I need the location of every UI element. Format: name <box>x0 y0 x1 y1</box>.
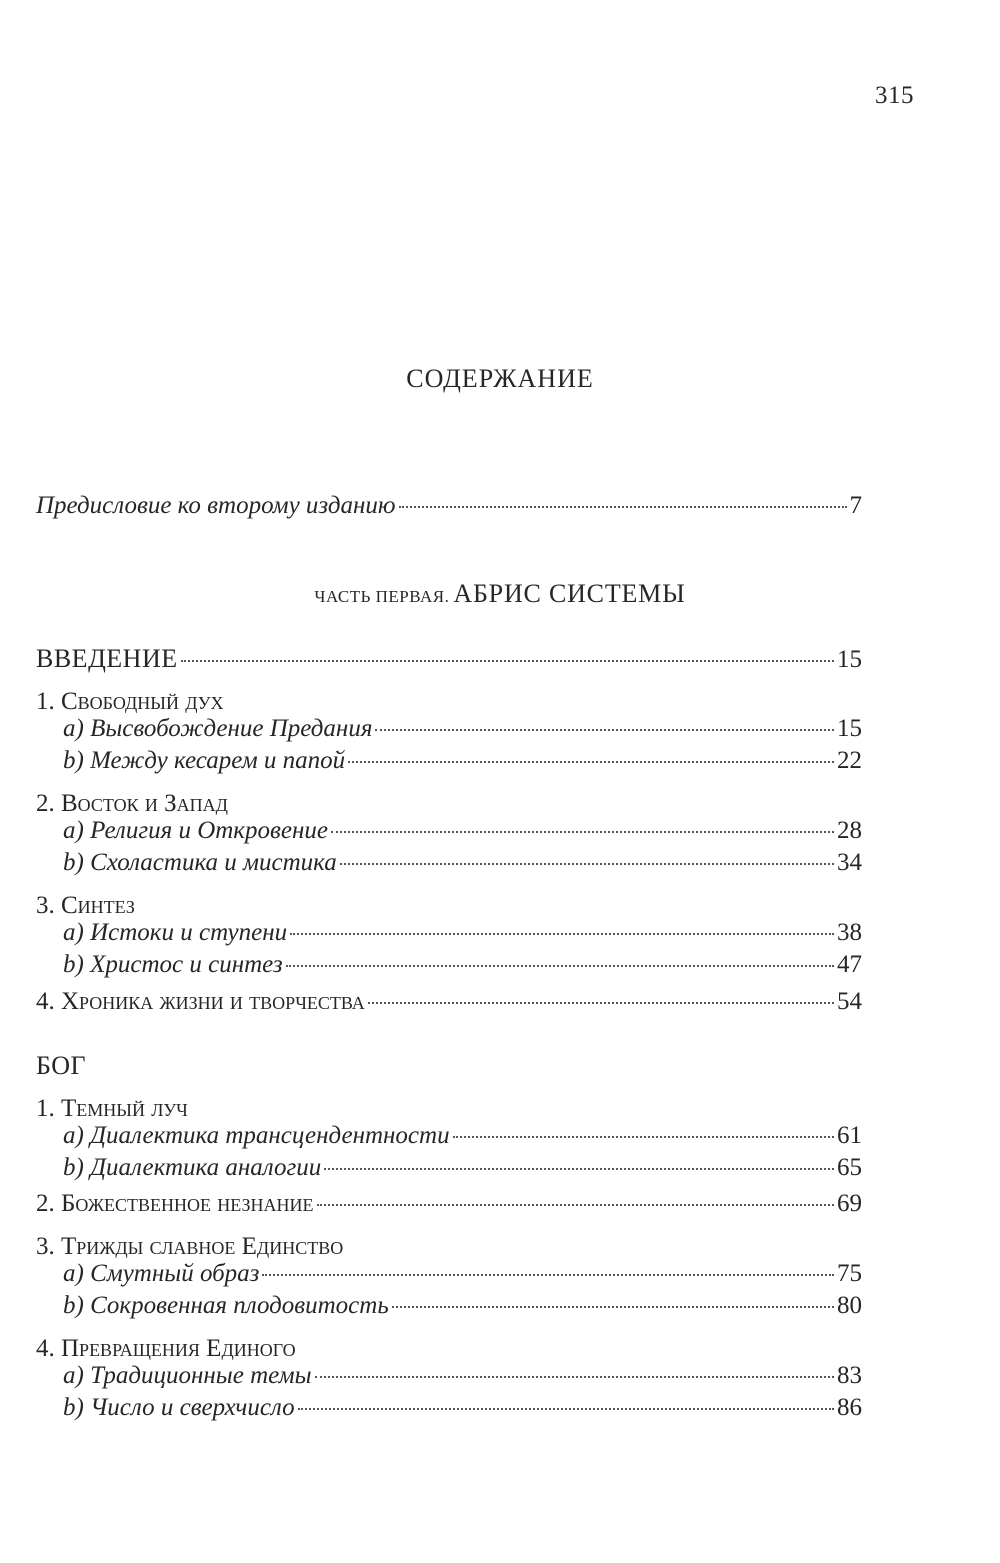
toc-entry-page: 75 <box>837 1260 862 1287</box>
section-title-east-and-west: 2. Восток и Запад <box>36 790 228 817</box>
toc-entry-label: a) Высвобождение Предания <box>63 715 373 742</box>
leader-dots <box>392 1306 834 1308</box>
toc-entry-divine-unknowing[interactable] <box>36 1189 862 1219</box>
toc-entry-label: b) Сокровенная плодовитость <box>63 1292 389 1319</box>
toc-entry-hidden-fertility[interactable] <box>63 1291 862 1321</box>
toc-entry-page: 28 <box>837 817 862 844</box>
leader-dots <box>340 863 834 865</box>
toc-entry-page: 83 <box>837 1362 862 1389</box>
section-title-thrice-glorious-unity: 3. Трижды славное Единство <box>36 1233 344 1260</box>
toc-entry-introduction[interactable] <box>36 644 862 675</box>
toc-entry-page: 65 <box>837 1154 862 1181</box>
leader-dots <box>368 1002 834 1004</box>
leader-dots <box>286 965 834 967</box>
toc-entry-page: 47 <box>837 951 862 978</box>
section-title-free-spirit: 1. Свободный дух <box>36 688 224 715</box>
chapter-title-god: БОГ <box>36 1051 87 1080</box>
toc-entry-christ-and-synthesis[interactable] <box>63 950 862 980</box>
toc-entry-page: 15 <box>837 715 862 742</box>
toc-entry-page: 86 <box>837 1394 862 1421</box>
toc-entry-page: 80 <box>837 1292 862 1319</box>
leader-dots <box>262 1274 834 1276</box>
leader-dots <box>348 761 834 763</box>
toc-entry-page: 22 <box>837 747 862 774</box>
toc-entry-caesar-and-pope[interactable] <box>63 746 862 776</box>
leader-dots <box>290 933 834 935</box>
toc-entry-label: a) Традиционные темы <box>63 1362 312 1389</box>
toc-entry-label: a) Истоки и ступени <box>63 919 288 946</box>
toc-entry-label: 2. Божественное незнание <box>36 1190 314 1217</box>
toc-entry-label: b) Христос и синтез <box>63 951 283 978</box>
toc-entry-label: ВВЕДЕНИЕ <box>36 644 178 673</box>
toc-entry-preface[interactable] <box>36 491 862 521</box>
toc-entry-label: 4. Хроника жизни и творчества <box>36 988 365 1015</box>
toc-entry-label: a) Диалектика трансцендентности <box>63 1122 450 1149</box>
toc-entry-page: 34 <box>837 849 862 876</box>
toc-entry-label: b) Число и сверхчисло <box>63 1394 295 1421</box>
leader-dots <box>331 831 834 833</box>
toc-entry-label: Предисловие ко второму изданию <box>36 492 396 519</box>
toc-entry-page: 69 <box>837 1190 862 1217</box>
leader-dots <box>298 1408 834 1410</box>
leader-dots <box>315 1376 835 1378</box>
toc-entry-religion-and-revelation[interactable] <box>63 816 862 846</box>
toc-entry-dialectic-of-transcendence[interactable] <box>63 1121 862 1151</box>
section-title-dark-ray: 1. Темный луч <box>36 1095 188 1122</box>
part-title: АБРИС СИСТЕМЫ <box>453 579 686 608</box>
toc-entry-page: 7 <box>849 492 862 519</box>
toc-entry-liberation-of-tradition[interactable] <box>63 714 862 744</box>
part-heading <box>0 579 1000 609</box>
toc-entry-page: 61 <box>837 1122 862 1149</box>
toc-entry-label: b) Между кесарем и папой <box>63 747 346 774</box>
section-title-transformations-of-the-one: 4. Превращения Единого <box>36 1335 296 1362</box>
part-number: ЧАСТЬ ПЕРВАЯ. <box>314 587 450 606</box>
leader-dots <box>181 660 834 662</box>
toc-entry-sources-and-steps[interactable] <box>63 918 862 948</box>
toc-entry-traditional-themes[interactable] <box>63 1361 862 1391</box>
leader-dots <box>453 1136 834 1138</box>
toc-entry-page: 38 <box>837 919 862 946</box>
toc-entry-dialectic-of-analogy[interactable] <box>63 1153 862 1183</box>
leader-dots <box>317 1204 835 1206</box>
leader-dots <box>399 506 847 508</box>
toc-entry-chronicle[interactable] <box>36 987 862 1017</box>
toc-entry-label: b) Диалектика аналогии <box>63 1154 322 1181</box>
toc-entry-label: a) Религия и Откровение <box>63 817 328 844</box>
toc-entry-label: a) Смутный образ <box>63 1260 260 1287</box>
page-number: 315 <box>875 82 914 109</box>
toc-entry-number-and-supernumber[interactable] <box>63 1393 862 1423</box>
toc-entry-scholasticism-and-mysticism[interactable] <box>63 848 862 878</box>
toc-title: СОДЕРЖАНИЕ <box>406 364 594 393</box>
toc-entry-vague-image[interactable] <box>63 1259 862 1289</box>
leader-dots <box>375 729 834 731</box>
toc-entry-page: 54 <box>837 988 862 1015</box>
section-title-synthesis: 3. Синтез <box>36 892 135 919</box>
leader-dots <box>324 1168 834 1170</box>
toc-entry-label: b) Схоластика и мистика <box>63 849 337 876</box>
toc-entry-page: 15 <box>837 646 862 673</box>
